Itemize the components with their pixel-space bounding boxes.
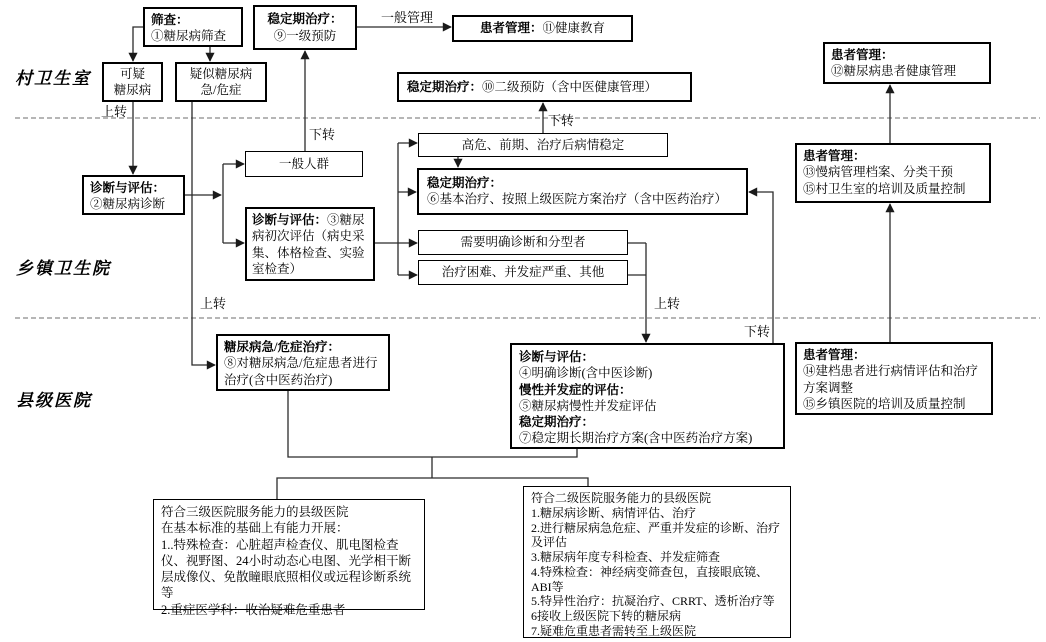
box-patient-mgmt-13-line2: ⑮村卫生室的培训及质量控制 bbox=[803, 181, 966, 196]
box-suspected-acute bbox=[175, 62, 267, 102]
tier2-line-2: 2.进行糖尿病急危症、严重并发症的诊断、治疗及评估 bbox=[531, 520, 781, 550]
box-initial-assessment-3 bbox=[245, 207, 375, 281]
box-patient-mgmt-14-line2: ⑮乡镇医院的培训及质量控制 bbox=[803, 396, 966, 411]
arrow-screening-to-suspected bbox=[133, 27, 143, 61]
box-screening-title: 筛查： bbox=[151, 13, 189, 27]
tier2-line-6: 6接收上级医院下转的糖尿病 bbox=[531, 609, 682, 623]
box-secondary-prevention-title: 稳定期治疗： bbox=[407, 79, 483, 94]
section-label-county: 县级医院 bbox=[16, 391, 92, 410]
box-emergency-treatment-8-body: ⑧对糖尿病急/危症患者进行治疗(含中医药治疗) bbox=[224, 356, 378, 387]
tier2-line-1: 1.糖尿病诊断、病情评估、治疗 bbox=[531, 505, 697, 520]
box-tier3-capability bbox=[153, 499, 425, 617]
box-suspected-line2: 糖尿病 bbox=[113, 83, 152, 97]
box-primary-prevention-title: 稳定期治疗： bbox=[267, 12, 343, 27]
box-patient-mgmt-13-title: 患者管理： bbox=[803, 149, 866, 163]
box-county-title-3: 稳定期治疗： bbox=[519, 415, 595, 429]
box-patient-mgmt-14-title: 患者管理： bbox=[803, 348, 866, 362]
box-emergency-treatment-8-title: 糖尿病急/危症治疗： bbox=[224, 340, 340, 354]
box-patient-mgmt-11-body: ⑪健康教育 bbox=[542, 21, 606, 36]
box-general-population bbox=[245, 151, 363, 177]
box-primary-prevention-body: ⑨一级预防 bbox=[273, 28, 337, 43]
box-suspected-diabetes bbox=[102, 62, 163, 102]
box-patient-mgmt-14-15 bbox=[795, 342, 993, 415]
box-high-risk-stable-text: 高危、前期、治疗后病情稳定 bbox=[461, 137, 625, 152]
box-stable-treatment-6-title: 稳定期治疗： bbox=[427, 176, 503, 190]
edge-label-up-transfer-2: 上转 bbox=[200, 296, 227, 311]
box-patient-mgmt-11-title: 患者管理： bbox=[479, 21, 543, 36]
box-diagnosis-2-title: 诊断与评估： bbox=[90, 181, 166, 195]
box-county-title-1: 诊断与评估： bbox=[519, 350, 595, 364]
box-suspected-acute-line2: 急/危症 bbox=[200, 83, 242, 97]
box-stable-treatment-6 bbox=[417, 168, 748, 215]
box-county-line-2: ⑤糖尿病慢性并发症评估 bbox=[519, 398, 657, 413]
box-stable-treatment-6-body: ⑥基本治疗、按照上级医院方案治疗（含中医药治疗） bbox=[427, 192, 728, 207]
box-screening bbox=[143, 7, 243, 47]
arrow-suspected-acute-to-emergency bbox=[192, 102, 215, 365]
edge-label-up-transfer-1: 上转 bbox=[101, 104, 128, 119]
edge-label-general-management: 一般管理 bbox=[381, 10, 434, 25]
box-need-clear-diagnosis bbox=[418, 230, 628, 255]
box-patient-mgmt-12-title: 患者管理： bbox=[831, 48, 894, 62]
box-initial-assessment-3-title: 诊断与评估： bbox=[252, 213, 328, 227]
tier2-line-7: 7.疑难危重患者需转至上级医院 bbox=[531, 623, 697, 638]
tier2-line-0: 符合二级医院服务能力的县级医院 bbox=[531, 491, 712, 505]
tier3-line-3: 2.重症医学科：收治疑难危重患者 bbox=[161, 602, 346, 617]
box-patient-mgmt-14-line1: ⑭建档患者进行病情评估和治疗方案调整 bbox=[803, 364, 979, 395]
tier3-line-2: 1..特殊检查：心脏超声检查仪、肌电图检查仪、视野图、24小时动态心电图、光学相干断层成像仪、免散瞳眼底照相仪或远程诊断系统等 bbox=[161, 537, 412, 601]
box-difficult-treatment bbox=[418, 260, 628, 285]
box-patient-mgmt-13-line1: ⑬慢病管理档案、分类干预 bbox=[803, 165, 954, 180]
box-difficult-treatment-text: 治疗困难、并发症严重、其他 bbox=[441, 265, 605, 280]
edge-label-down-transfer-2: 下转 bbox=[548, 113, 575, 128]
box-county-line-1: ④明确诊断(含中医诊断) bbox=[519, 366, 653, 381]
box-initial-assessment-3-body: ③糖尿病初次评估（病史采集、体格检查、实验室检查） bbox=[252, 213, 365, 276]
box-primary-prevention bbox=[253, 5, 357, 50]
box-suspected-acute-line1: 疑似糖尿病 bbox=[189, 66, 253, 81]
box-secondary-prevention bbox=[397, 72, 692, 102]
box-screening-body: ①糖尿病筛查 bbox=[151, 29, 227, 44]
tier2-line-4: 4.特殊检查：神经病变筛查包，直接眼底镜、ABI等 bbox=[531, 564, 769, 594]
section-label-village: 村卫生室 bbox=[15, 69, 91, 88]
box-need-clear-diagnosis-text: 需要明确诊断和分型者 bbox=[460, 235, 586, 250]
tier3-line-1: 在基本标准的基础上有能力开展： bbox=[161, 521, 349, 536]
edge-label-up-transfer-3: 上转 bbox=[654, 296, 681, 311]
box-diagnosis-2 bbox=[82, 175, 185, 215]
box-suspected-line1: 可疑 bbox=[119, 66, 145, 81]
tier2-line-5: 5.特异性治疗：抗凝治疗、CRRT、透析治疗等 bbox=[531, 594, 775, 609]
box-patient-mgmt-13-15 bbox=[795, 143, 991, 203]
box-county-title-2: 慢性并发症的评估： bbox=[519, 382, 632, 397]
box-general-population-text: 一般人群 bbox=[278, 156, 329, 171]
box-secondary-prevention-body: ⑩二级预防（含中医健康管理） bbox=[482, 79, 658, 94]
box-county-diagnosis-4-5-7 bbox=[510, 343, 785, 449]
edge-label-down-transfer-3: 下转 bbox=[744, 324, 771, 339]
box-county-line-3: ⑦稳定期长期治疗方案(含中医药治疗方案) bbox=[519, 431, 753, 446]
tier2-line-3: 3.糖尿病年度专科检查、并发症筛查 bbox=[531, 550, 721, 564]
box-tier2-capability bbox=[523, 486, 791, 638]
box-emergency-treatment-8 bbox=[216, 334, 390, 391]
edge-label-down-transfer-1: 下转 bbox=[309, 127, 336, 142]
tier3-line-0: 符合三级医院服务能力的县级医院 bbox=[161, 505, 349, 519]
box-patient-mgmt-11 bbox=[452, 15, 633, 42]
box-high-risk-stable bbox=[418, 133, 668, 157]
box-patient-mgmt-12 bbox=[823, 42, 991, 84]
box-patient-mgmt-12-body: ⑫糖尿病患者健康管理 bbox=[831, 64, 957, 79]
box-diagnosis-2-body: ②糖尿病诊断 bbox=[90, 197, 166, 212]
section-label-township: 乡镇卫生院 bbox=[16, 259, 111, 278]
